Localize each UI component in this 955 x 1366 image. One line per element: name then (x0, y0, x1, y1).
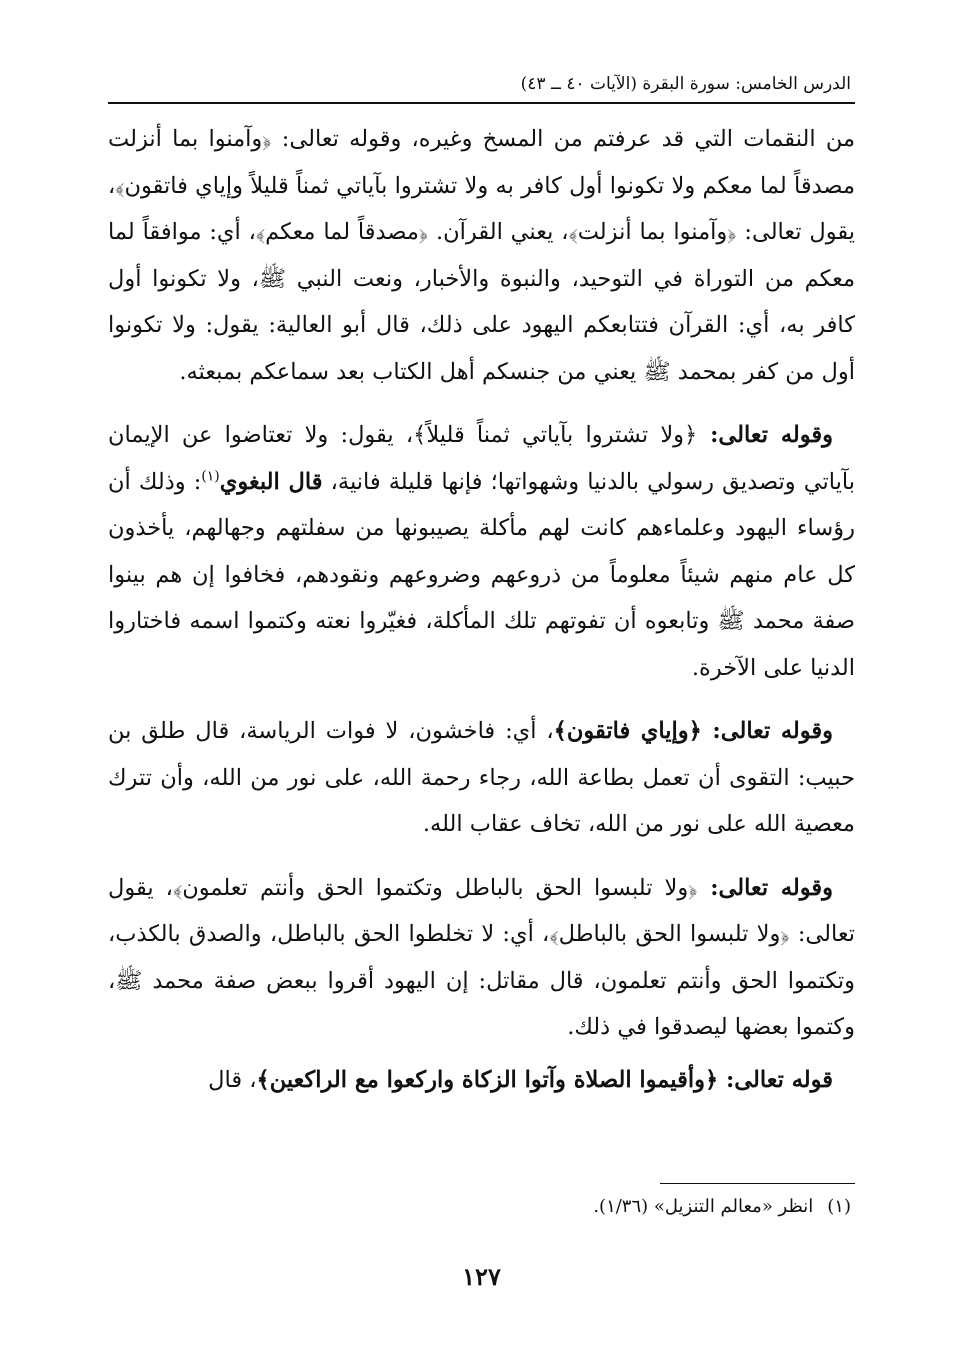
paragraph-text: : وذلك أن رؤساء اليهود وعلماءهم كانت لهم مأكلة يصيبونها من سفلتهم وجهالهم، يأخذون كل عام منهم شيئاً معلوماً من ذروعهم وضروعهم ونقودهم، فخافوا إن هم بينوا صفة محمد ﷺ وتابعوه أن تفوتهم تلك المأكلة، فغيّروا نعته وكتموا اسمه فاختاروا الدنيا على الآخرة. (108, 468, 855, 681)
cited-author: قال البغوي (219, 468, 323, 495)
paragraph-text: ﴿ولا تلبسوا الحق بالباطل وتكتموا الحق وأنتم تعلمون﴾، يقول تعالى: ﴿ولا تلبسوا الحق بالباطل﴾، أي: لا تخلطوا الحق بالباطل، والصدق بالكذب، وتكتموا الحق وأنتم تعلمون، قال مقاتل: إن اليهود أقروا ببعض صفة محمد ﷺ، وكتموا بعضها ليصدقوا في ذلك. (108, 874, 855, 1040)
book-page (108, 0, 855, 1366)
paragraph-text: ، أي: فاخشون، لا فوات الرياسة، قال طلق بن حبيب: التقوى أن تعمل بطاعة الله، رجاء رحمة الله، على نور من الله، وأن تترك معصية الله على نور من الله، تخاف عقاب الله. (108, 718, 855, 837)
paragraph-5 (108, 1057, 855, 1104)
footnote-text: انظر «معالم التنزيل» (١/٣٦). (593, 1196, 814, 1217)
page-number: ١٢٧ (462, 1262, 501, 1291)
verse-quote: ﴿وأقيموا الصلاة وآتوا الزكاة واركعوا مع الراكعين﴾ (256, 1066, 719, 1093)
running-head: الدرس الخامس: سورة البقرة (الآيات ٤٠ ــ ٤٣) (520, 74, 851, 94)
body-text (108, 116, 855, 1120)
header-rule (108, 102, 855, 104)
footnote-marker[interactable]: (١) (201, 468, 220, 484)
paragraph-text: من النقمات التي قد عرفتم من المسخ وغيره، وقوله تعالى: ﴿وآمنوا بما أنزلت مصدقاً لما معكم ولا تكونوا أول كافر به ولا تشتروا بآياتي ثمناً قليلاً وإياي فاتقون﴾، يقول تعالى: ﴿وآمنوا بما أنزلت﴾، يعني القرآن. ﴿مصدقاً لما معكم﴾، أي: موافقاً لما معكم من التوراة في التوحيد، والنبوة والأخبار، ونعت النبي ﷺ، ولا تكونوا أول كافر به، أي: القرآن فتتابعكم اليهود على ذلك، قال أبو العالية: يقول: ولا تكونوا أول من كفر بمحمد ﷺ يعني من جنسكم أهل الكتاب بعد سماعكم بمبعثه. (108, 126, 855, 385)
footnote-number: (١) (827, 1196, 851, 1217)
paragraph-4 (108, 865, 855, 1051)
paragraph-3 (108, 708, 855, 848)
paragraph-text: ، قال (208, 1066, 257, 1093)
footnote-rule (660, 1183, 855, 1184)
paragraph-lead: وقوله تعالى: (701, 718, 834, 744)
footnote (108, 1196, 851, 1217)
verse-quote: ﴿وإياي فاتقون﴾ (553, 718, 702, 744)
paragraph-1 (108, 116, 855, 395)
paragraph-lead: وقوله تعالى: (697, 422, 833, 448)
paragraph-lead: وقوله تعالى: (697, 874, 834, 901)
paragraph-lead: قوله تعالى: (718, 1066, 833, 1093)
paragraph-2 (108, 412, 855, 691)
paragraph-text: ﴿ولا تشتروا بآياتي ثمناً قليلاً﴾، يقول: ولا تعتاضوا عن الإيمان بآياتي وتصديق رسولي بالدنيا وشهواتها؛ فإنها قليلة فانية، (108, 422, 855, 495)
